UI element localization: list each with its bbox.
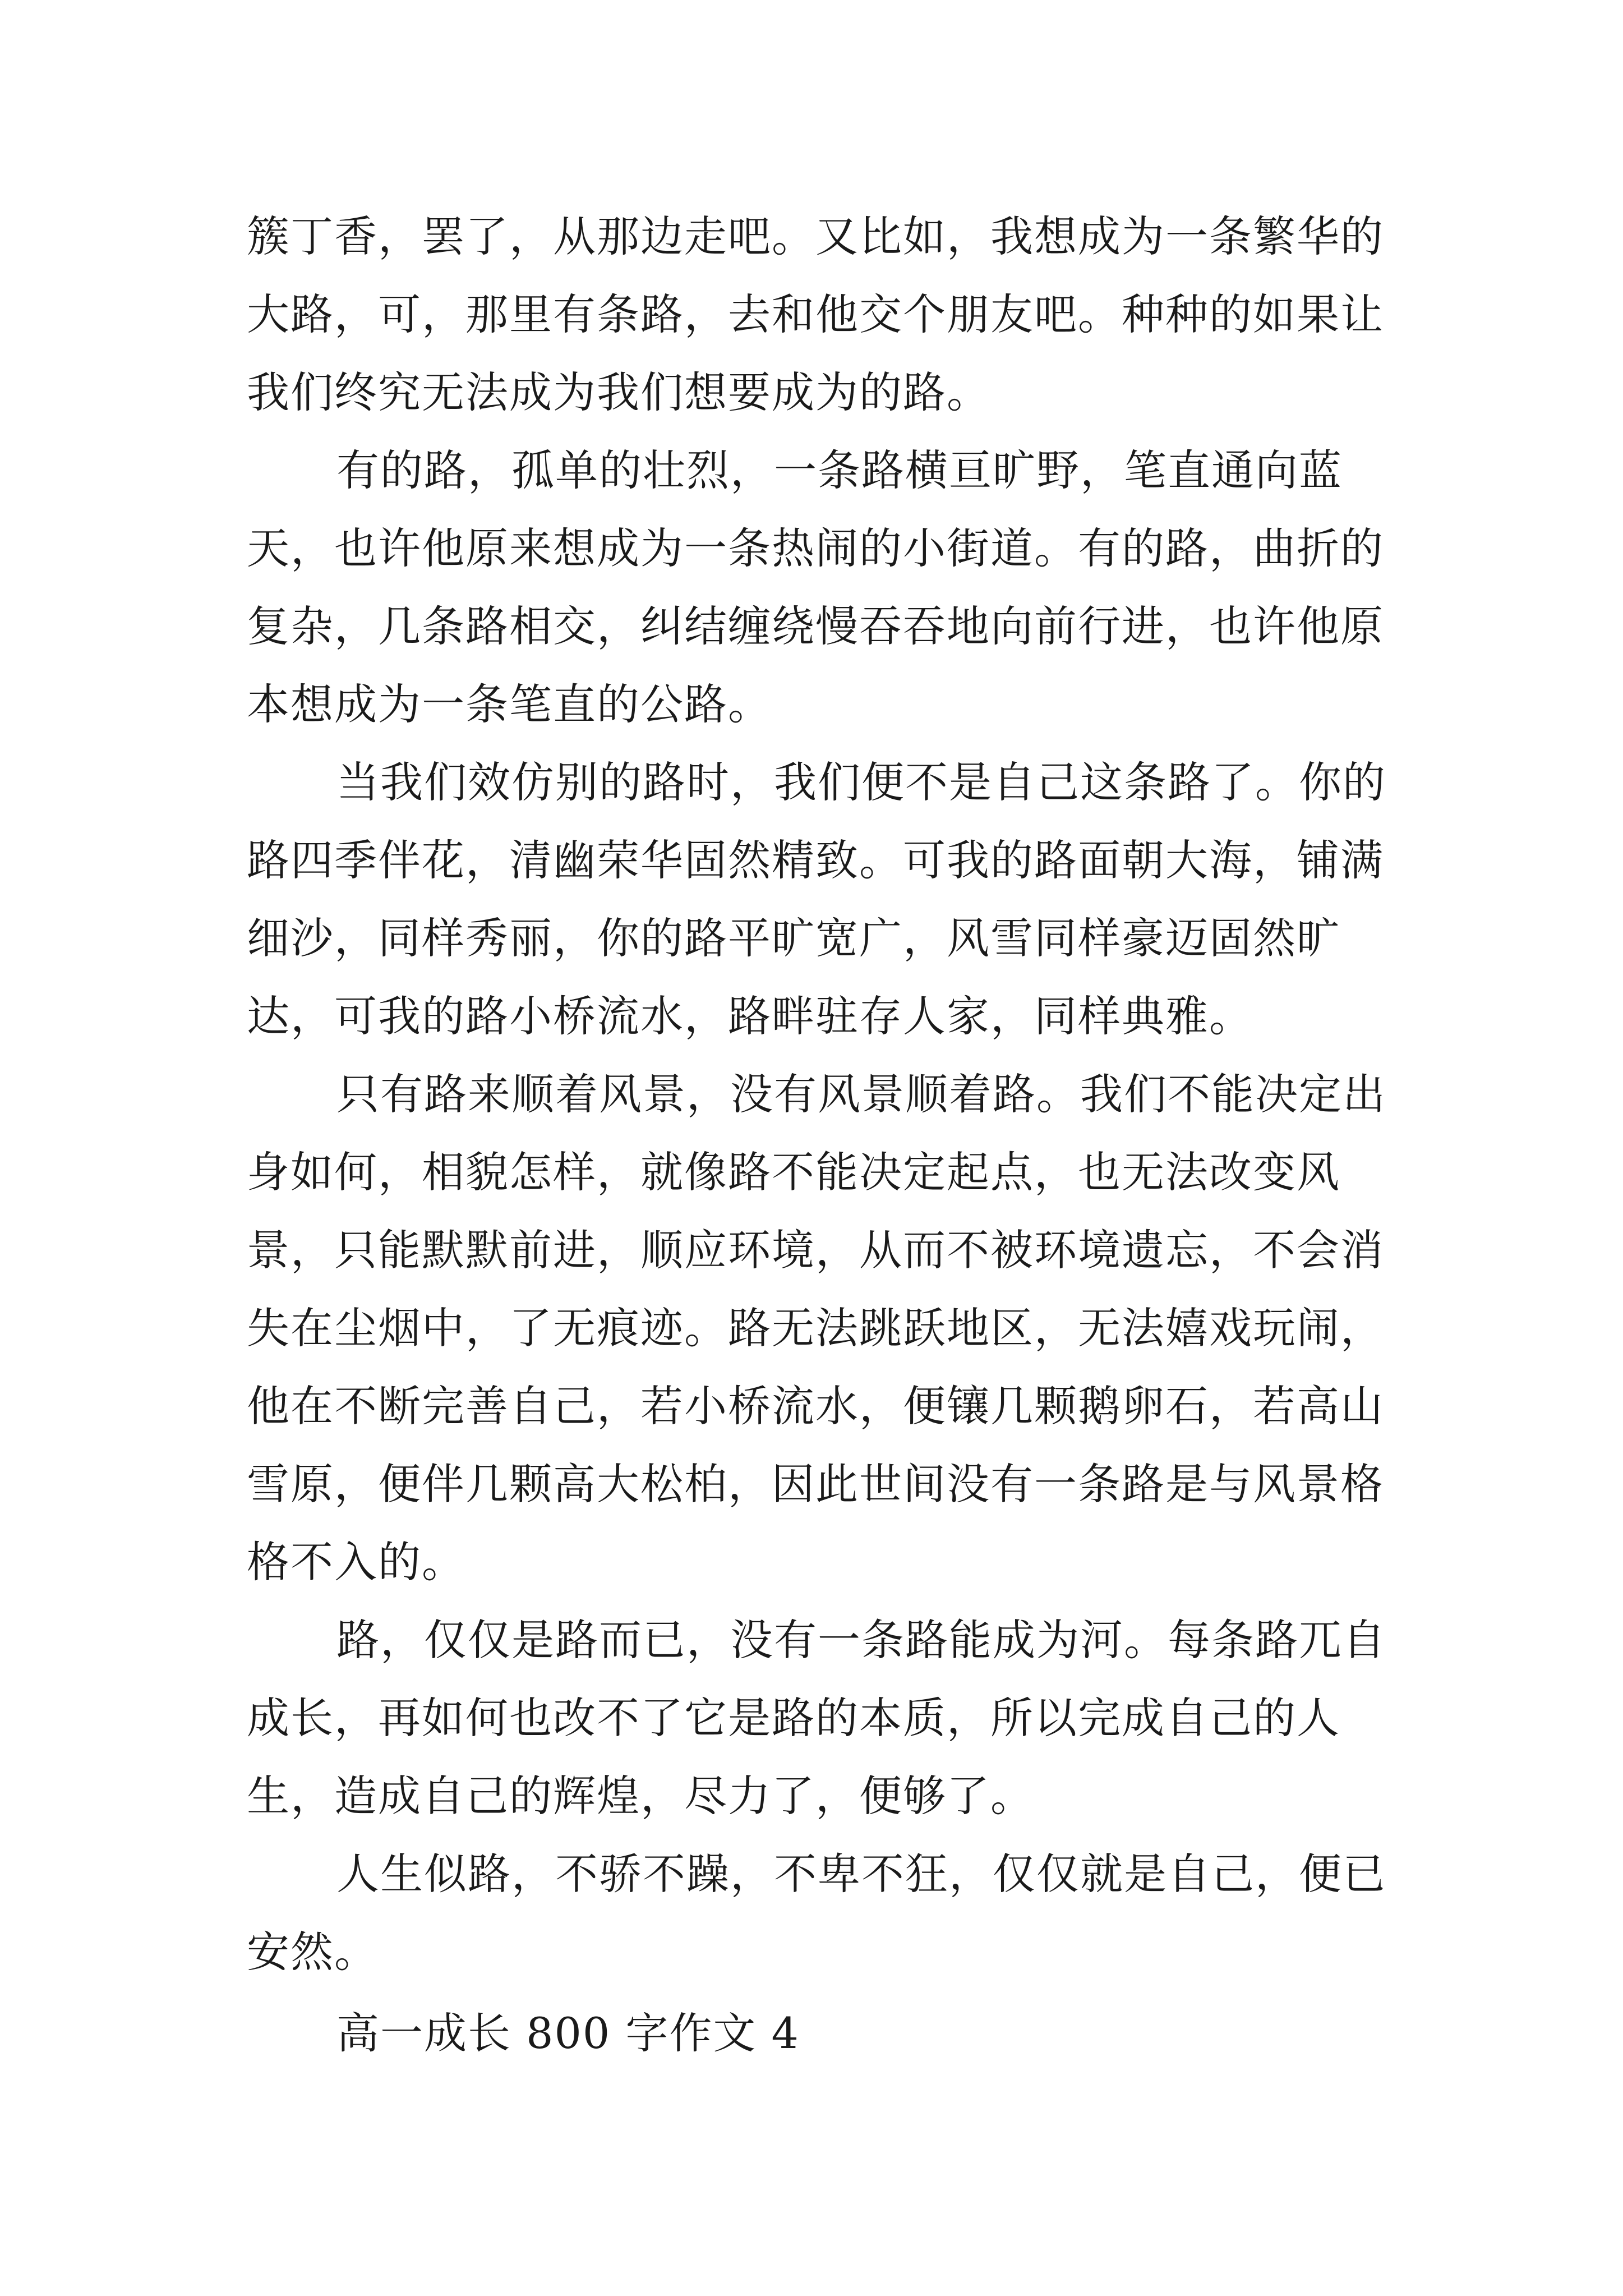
essay-body bbox=[247, 197, 1391, 2072]
paragraph-4: 只有路来顺着风景，没有风景顺着路。我们不能决定出身如何，相貌怎样，就像路不能决定起点，也无法改变风景，只能默默前进，顺应环境，从而不被环境遗忘，不会消失在尘烟中，了无痕迹。路无法跳跃地区，无法嬉戏玩闹，他在不断完善自己，若小桥流水，便镶几颗鹅卵石，若高山雪原，便伴几颗高大松柏，因此世间没有一条路是与风景格格不入的。 bbox=[247, 1069, 1386, 1587]
paragraph-2: 有的路，孤单的壮烈，一条路横亘旷野，笔直通向蓝天，也许他原来想成为一条热闹的小街道。有的路，曲折的复杂，几条路相交，纠结缠绕慢吞吞地向前行进，也许他原本想成为一条笔直的公路。 bbox=[247, 445, 1384, 729]
essay-heading: 高一成长 800 字作文 4 bbox=[336, 2008, 800, 2058]
paragraph-3: 当我们效仿别的路时，我们便不是自己这条路了。你的路四季伴花，清幽荣华固然精致。可我的路面朝大海，铺满细沙，同样秀丽，你的路平旷宽广，风雪同样豪迈固然旷达，可我的路小桥流水，路畔驻存人家，同样典雅。 bbox=[247, 757, 1386, 1041]
paragraph-6: 人生似路，不骄不躁，不卑不狂，仅仅就是自己，便已安然。 bbox=[247, 1849, 1386, 1977]
paragraph-1: 簇丁香，罢了，从那边走吧。又比如，我想成为一条繁华的大路，可，那里有条路，去和他交个朋友吧。种种的如果让我们终究无法成为我们想要成为的路。 bbox=[247, 211, 1384, 417]
paragraph-5: 路，仅仅是路而已，没有一条路能成为河。每条路兀自成长，再如何也改不了它是路的本质，所以完成自己的人生，造成自己的辉煌，尽力了，便够了。 bbox=[247, 1615, 1386, 1821]
